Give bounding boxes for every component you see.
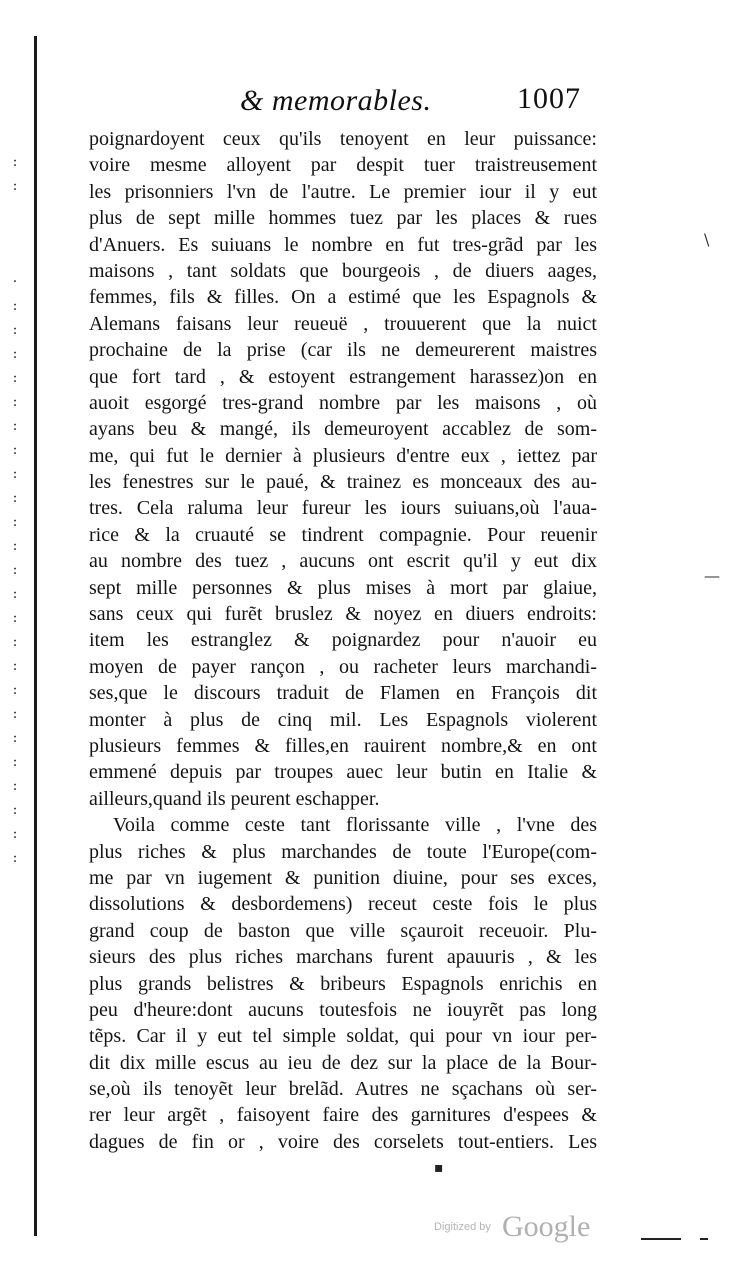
text-line: peu d'heure:dont aucuns toutesfois ne iouyrẽt pas long [89, 998, 597, 1021]
google-logo: Google [502, 1210, 591, 1243]
binding-edge-rule [34, 36, 37, 1236]
text-line: prochaine de la prise (car ils ne demeurerent maistres [89, 339, 597, 362]
text-line: me par vn iugement & punition diuine, pour ses exces, [89, 866, 597, 889]
text-line: emmené depuis par troupes auec leur butin en Italie & [89, 761, 597, 784]
signature-mark: ▪ [434, 1160, 444, 1176]
text-line: me, qui fut le dernier à plusieurs d'entre eux , iettez par [89, 444, 597, 467]
book-page: : : · : : : : : : : : : : : : : : : : : : : : : : : : \ — & memorables. 1007 poignardoyent ceux qu'ils tenoyent en leur puissance: voire mesme alloyent par despit tuer traistreusement les prisonniers l'vn de l'autre. Le premier iour il y eut plus de sept mille hommes tuez par les places & rues d'Anuers. Es suiuans le nombre en fut tres-grãd par les maisons , tant soldats que bourgeois , de diuers aages, femmes, fils & filles. On a estimé que les Espagnols & Alemans faisans leur reueuë , trouuerent que la nuict prochaine de la prise (car ils ne demeurerent maistres que fort tard , & estoyent estrangement harassez)on en auoit esgorgé tres-grand nombre par les maisons , où ayans beu & mangé, ils demeuroyent accablez de som- me, qui fut le dernier à plusieurs d'entre eux , iettez par les fenestres sur le paué, & trainez es monceaux des au- tres. Cela raluma leur fureur les iours suiuans,où l'aua- rice & la cruauté se tindrent compagnie. Pour reuenir au nombre des tuez , aucuns ont escrit qu'il y eut dix sept mille personnes & plus mises à mort par glaiue, sans ceux qui furẽt bruslez & noyez en diuers endroits: item les estranglez & poignardez pour n'auoir eu moyen de payer rançon , ou racheter leurs marchandi- ses,que le discours traduit de Flamen en François dit monter à plus de cinq mil. Les Espagnols violerent plusieurs femmes & filles,en rauirent nombre,& en ont emmené depuis par troupes auec leur butin en Italie & ailleurs,quand ils peurent eschapper. Voila comme ceste tant florissante ville , l'vne des plus riches & plus marchandes de toute l'Europe(com- me par vn iugement & punition diuine, pour ses exces, dissolutions & desbordemens) receut ceste fois le plus grand coup de baston que ville sçauroit receuoir. Plu- sieurs des plus riches marchans furent apauuris , & les plus grands belistres & bribeurs Espagnols enrichis en peu d'heure:dont aucuns toutesfois ne iouyrẽt pas long tẽps. Car il y eut tel simple soldat, qui pour vn iour per- dit dix mille escus au ieu de dez sur la place de la Bour- se,où ils tenoyẽt leur brelãd. Autres ne sçachans où ser- rer leur argẽt , faisoyent faire des garnitures d'espees & dagues de fin or , voire des corselets tout-entiers. Les ▪ Digitized by Google [0, 0, 734, 1280]
text-line: item les estranglez & poignardez pour n'auoir eu [89, 629, 597, 652]
text-line: tres. Cela raluma leur fureur les iours suiuans,où l'aua- [89, 497, 597, 520]
text-line: d'Anuers. Es suiuans le nombre en fut tres-grãd par les [89, 233, 597, 256]
footer-rule-short [700, 1238, 708, 1240]
digitized-by-label: Digitized by [434, 1221, 491, 1233]
text-line: rice & la cruauté se tindrent compagnie. Pour reuenir [89, 523, 597, 546]
text-line-catchword: dagues de fin or , voire des corselets tout-entiers. Les [89, 1130, 597, 1153]
text-line: tẽps. Car il y eut tel simple soldat, qui pour vn iour per- [89, 1025, 597, 1048]
text-line: maisons , tant soldats que bourgeois , de diuers aages, [89, 259, 597, 282]
text-line: plus grands belistres & bribeurs Espagnols enrichis en [89, 972, 597, 995]
text-line: les prisonniers l'vn de l'autre. Le premier iour il y eut [89, 180, 597, 203]
text-line: ayans beu & mangé, ils demeuroyent accablez de som- [89, 418, 597, 441]
text-line: ses,que le discours traduit de Flamen en François dit [89, 682, 597, 705]
text-line: les fenestres sur le paué, & trainez es monceaux des au- [89, 471, 597, 494]
text-line: voire mesme alloyent par despit tuer traistreusement [89, 154, 597, 177]
text-line: sept mille personnes & plus mises à mort par glaiue, [89, 576, 597, 599]
text-line: sieurs des plus riches marchans furent apauuris , & les [89, 946, 597, 969]
text-line: plus de sept mille hommes tuez par les places & rues [89, 207, 597, 230]
text-line: monter à plus de cinq mil. Les Espagnols violerent [89, 708, 597, 731]
text-line: plus riches & plus marchandes de toute l'Europe(com- [89, 840, 597, 863]
text-line: femmes, fils & filles. On a estimé que les Espagnols & [89, 286, 597, 309]
text-line: poignardoyent ceux qu'ils tenoyent en leur puissance: [89, 128, 597, 150]
text-line: Alemans faisans leur reueuë , trouuerent que la nuict [89, 312, 597, 335]
text-line: que fort tard , & estoyent estrangement harassez)on en [89, 365, 597, 388]
text-line: ailleurs,quand ils peurent eschapper. [89, 787, 380, 810]
body-text [89, 126, 597, 1155]
text-line: plusieurs femmes & filles,en rauirent nombre,& en ont [89, 734, 597, 757]
page-number: 1007 [517, 82, 581, 115]
text-line: au nombre des tuez , aucuns ont escrit qu'il y eut dix [89, 550, 597, 573]
running-head: & memorables. [240, 84, 432, 117]
text-line: rer leur argẽt , faisoyent faire des garnitures d'espees & [89, 1104, 597, 1127]
text-line: moyen de payer rançon , ou racheter leurs marchandi- [89, 655, 597, 678]
text-line: se,où ils tenoyẽt leur brelãd. Autres ne sçachans où ser- [89, 1078, 597, 1101]
text-line-paragraph-start: Voila comme ceste tant florissante ville , l'vne des [113, 814, 597, 837]
text-line: auoit esgorgé tres-grand nombre par les maisons , où [89, 391, 597, 414]
text-line: dissolutions & desbordemens) receut ceste fois le plus [89, 893, 597, 916]
text-line: grand coup de baston que ville sçauroit receuoir. Plu- [89, 919, 597, 942]
binding-gutter-marks: : : · : : : : : : : : : : : : : : : : : : : : : : : : [12, 154, 18, 866]
text-line: sans ceux qui furẽt bruslez & noyez en diuers endroits: [89, 603, 597, 626]
text-line: dit dix mille escus au ieu de dez sur la place de la Bour- [89, 1051, 597, 1074]
footer-rule [641, 1238, 681, 1240]
